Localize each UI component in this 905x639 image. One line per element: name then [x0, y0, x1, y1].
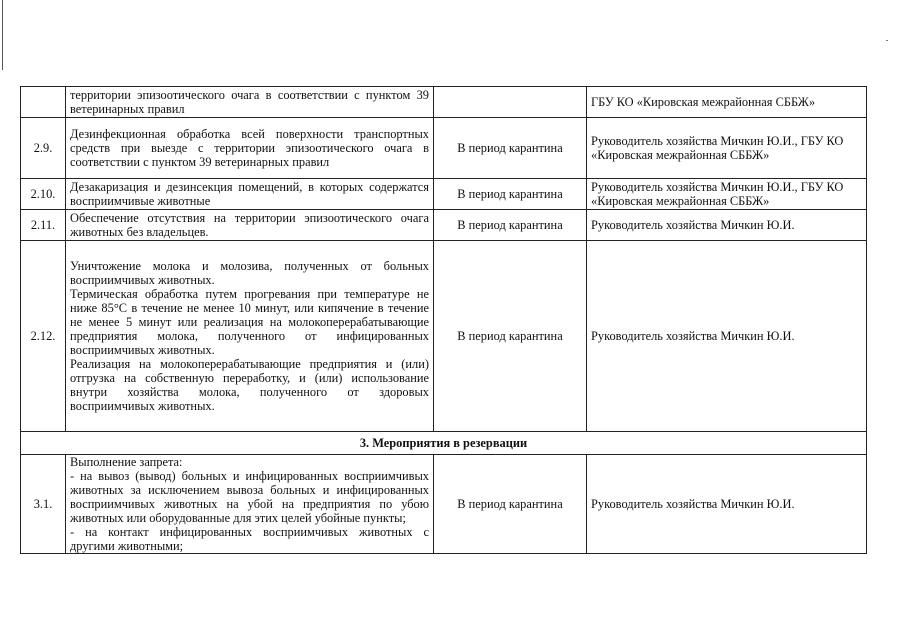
- table-row: [21, 241, 867, 432]
- row-responsible: Руководитель хозяйства Мичкин Ю.И.: [587, 455, 867, 554]
- row-description: Обеспечение отсутствия на территории эпизоотического очага животных без владельцев.: [66, 210, 434, 241]
- row-number: 3.1.: [21, 455, 66, 554]
- row-responsible: ГБУ КО «Кировская межрайонная СББЖ»: [587, 87, 867, 118]
- row-number: 2.9.: [21, 118, 66, 179]
- table-row: [21, 210, 867, 241]
- table-row: [21, 455, 867, 554]
- row-number: 2.10.: [21, 179, 66, 210]
- row-number: 2.11.: [21, 210, 66, 241]
- description-paragraph: Реализация на молокоперерабатывающие предприятия и (или) отгрузка на собственную переработку, и (или) использование внутри хозяйства молока, полученного от здоровых восприимчивых животных.: [70, 357, 429, 413]
- row-period: [434, 87, 587, 118]
- row-responsible: Руководитель хозяйства Мичкин Ю.И., ГБУ КО «Кировская межрайонная СББЖ»: [587, 118, 867, 179]
- description-paragraph: - на контакт инфицированных восприимчивых животных с другими животными;: [70, 525, 429, 553]
- row-responsible: Руководитель хозяйства Мичкин Ю.И.: [587, 210, 867, 241]
- description-paragraph: Выполнение запрета:: [70, 455, 183, 469]
- row-responsible: Руководитель хозяйства Мичкин Ю.И., ГБУ КО «Кировская межрайонная СББЖ»: [587, 179, 867, 210]
- table-row: [21, 179, 867, 210]
- row-period: В период карантина: [434, 118, 587, 179]
- row-description: [66, 241, 434, 432]
- table-row: [21, 118, 867, 179]
- scan-speck: [886, 40, 888, 41]
- row-description: Дезинфекционная обработка всей поверхности транспортных средств при выезде с территории эпизоотического очага в соответствии с пунктом 39 ветеринарных правил: [66, 118, 434, 179]
- table-row: [21, 87, 867, 118]
- row-period: В период карантина: [434, 455, 587, 554]
- scan-edge-line: [2, 0, 3, 70]
- row-description: территории эпизоотического очага в соответствии с пунктом 39 ветеринарных правил: [66, 87, 434, 118]
- row-number: 2.12.: [21, 241, 66, 432]
- row-period: В период карантина: [434, 210, 587, 241]
- row-responsible: Руководитель хозяйства Мичкин Ю.И.: [587, 241, 867, 432]
- description-paragraph: - на вывоз (вывод) больных и инфицированных восприимчивых животных за исключением вывоза больных и инфицированных восприимчивых животных на убой на предприятия по убою животных или оборудованные для этих целей убойные пункты;: [70, 469, 429, 525]
- row-description: [66, 455, 434, 554]
- measures-table: [20, 86, 867, 554]
- description-paragraph: Уничтожение молока и молозива, полученных от больных восприимчивых животных.: [70, 259, 429, 287]
- row-period: В период карантина: [434, 241, 587, 432]
- section-title: 3. Мероприятия в резервации: [21, 432, 867, 455]
- row-description: Дезакаризация и дезинсекция помещений, в которых содержатся восприимчивые животные: [66, 179, 434, 210]
- section-header-row: [21, 432, 867, 455]
- row-number: [21, 87, 66, 118]
- description-paragraph: Термическая обработка путем прогревания при температуре не ниже 85°С в течение не менее 10 минут, или кипячение в течение не менее 5 минут или реализация на молокоперерабатывающие предприятия молока, полученного от инфицированных восприимчивых животных.: [70, 287, 429, 357]
- row-period: В период карантина: [434, 179, 587, 210]
